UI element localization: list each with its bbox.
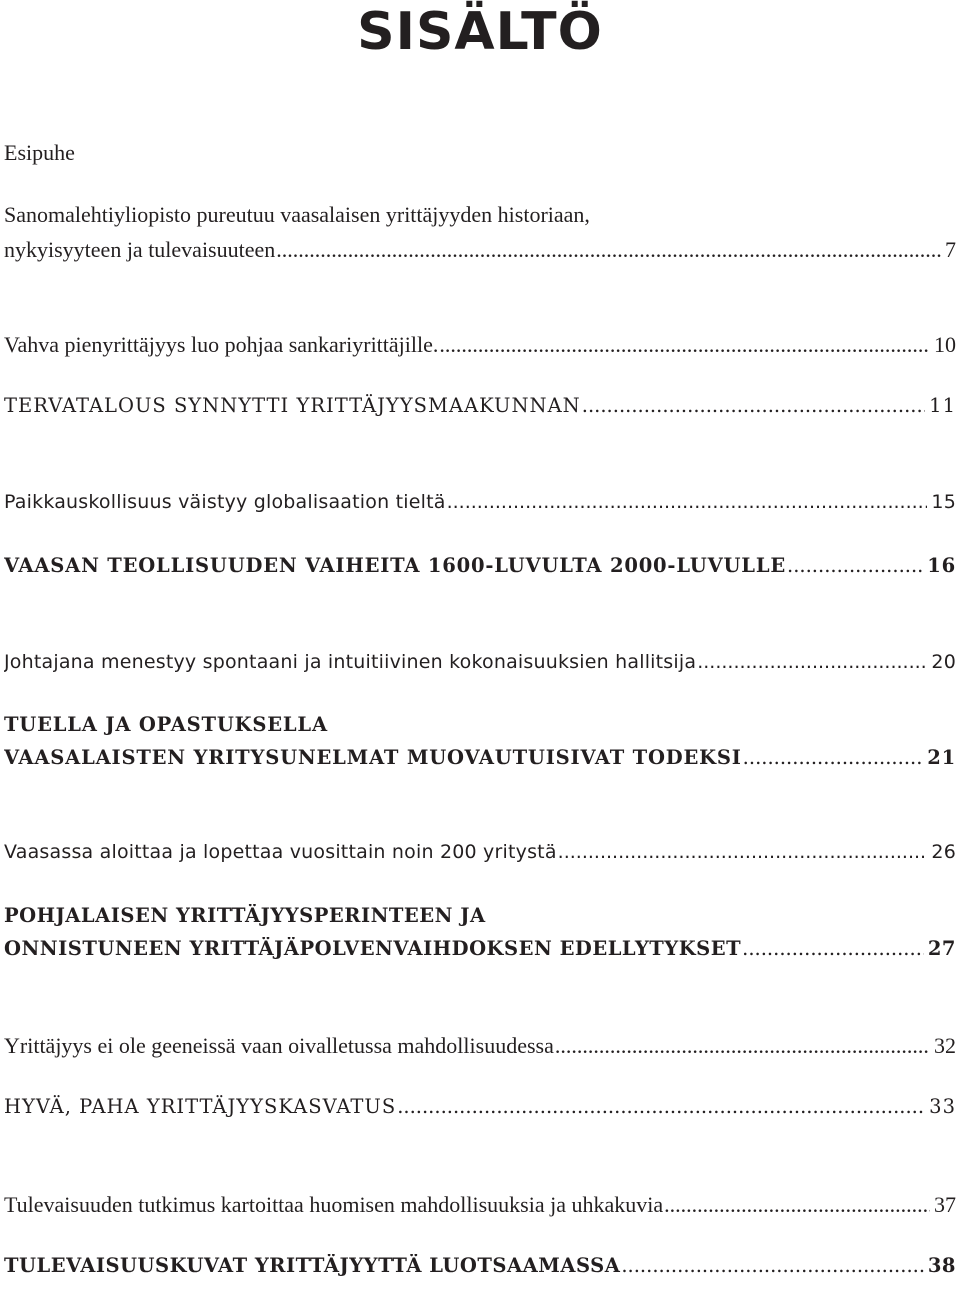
toc-entry-label: Vahva pienyrittäjyys luo pohjaa sankariyrittäjille. (4, 332, 439, 357)
toc-entry-label: VAASAN TEOLLISUUDEN VAIHEITA 1600-LUVULTA 2000-LUVULLE (4, 554, 786, 577)
toc-entry-label: Sanomalehtiyliopisto pureutuu vaasalaisen yrittäjyyden historiaan, (4, 202, 590, 227)
toc-entry-label: Vaasassa aloittaa ja lopettaa vuosittain noin 200 yritystä (4, 841, 557, 863)
toc-entry-8[interactable] (4, 841, 956, 873)
toc-page-number: 21 (927, 746, 956, 769)
dot-leader (276, 237, 941, 263)
toc-entry-9[interactable] (4, 937, 956, 969)
toc-entry-label: Esipuhe (4, 140, 75, 165)
toc-entry-6[interactable] (4, 651, 956, 683)
toc-entry-1-first-line[interactable] (4, 202, 956, 234)
dot-leader (555, 1033, 930, 1059)
toc-entry-5[interactable] (4, 554, 956, 586)
toc-page-number: 7 (945, 237, 956, 262)
toc-entry-9-first-line[interactable] (4, 904, 956, 936)
dot-leader (697, 651, 927, 673)
toc-entry-label: TUELLA JA OPASTUKSELLA (4, 713, 328, 736)
toc-entry-label: POHJALAISEN YRITTÄJYYSPERINTEEN JA (4, 904, 486, 927)
dot-leader (582, 394, 925, 417)
toc-page-number: 38 (927, 1254, 956, 1277)
toc-entry-1[interactable] (4, 237, 956, 269)
dot-leader (742, 937, 924, 960)
toc-page-number: 11 (929, 394, 956, 417)
toc-entry-12[interactable] (4, 1192, 956, 1224)
dot-leader (743, 746, 924, 769)
toc-page-number: 37 (934, 1192, 956, 1217)
toc-page-number: 20 (931, 651, 956, 673)
toc-entry-esipuhe[interactable] (4, 140, 956, 172)
dot-leader (447, 491, 928, 513)
toc-entry-10[interactable] (4, 1033, 956, 1065)
dot-leader (397, 1095, 925, 1118)
toc-page-number: 33 (929, 1095, 956, 1118)
page-title: SISÄLTÖ (357, 2, 603, 62)
toc-page-number: 15 (931, 491, 956, 513)
toc-page-number: 32 (934, 1033, 956, 1058)
toc-entry-label: ONNISTUNEEN YRITTÄJÄPOLVENVAIHDOKSEN EDELLYTYKSET (4, 937, 742, 960)
dot-leader (664, 1192, 930, 1218)
toc-entry-13[interactable] (4, 1254, 956, 1286)
toc-entry-2[interactable] (4, 332, 956, 364)
toc-entry-4[interactable] (4, 491, 956, 523)
toc-entry-label: TERVATALOUS SYNNYTTI YRITTÄJYYSMAAKUNNAN (4, 394, 581, 417)
toc-entry-7-first-line[interactable] (4, 713, 956, 745)
dot-leader (558, 841, 928, 863)
toc-entry-label: Yrittäjyys ei ole geeneissä vaan oivalletussa mahdollisuudessa (4, 1033, 554, 1058)
toc-page-number: 26 (931, 841, 956, 863)
toc-entry-label: VAASALAISTEN YRITYSUNELMAT MUOVAUTUISIVAT TODEKSI (4, 746, 742, 769)
toc-page-number: 27 (927, 937, 956, 960)
dot-leader (621, 1254, 924, 1277)
toc-entry-11[interactable] (4, 1095, 956, 1127)
dot-leader (439, 332, 930, 358)
toc-entry-label: Tulevaisuuden tutkimus kartoittaa huomisen mahdollisuuksia ja uhkakuvia (4, 1192, 664, 1217)
toc-page-number: 10 (934, 332, 956, 357)
toc-entry-label: TULEVAISUUSKUVAT YRITTÄJYYTTÄ LUOTSAAMASSA (4, 1254, 621, 1277)
toc-entry-label: Paikkauskollisuus väistyy globalisaation tieltä (4, 491, 446, 513)
dot-leader (787, 554, 923, 577)
toc-entry-label: HYVÄ, PAHA YRITTÄJYYSKASVATUS (4, 1095, 397, 1118)
toc-entry-7[interactable] (4, 746, 956, 778)
toc-entry-label: Johtajana menestyy spontaani ja intuitiivinen kokonaisuuksien hallitsija (4, 651, 697, 673)
toc-entry-3[interactable] (4, 394, 956, 426)
toc-entry-label: nykyisyyteen ja tulevaisuuteen (4, 237, 276, 262)
toc-page-number: 16 (927, 554, 956, 577)
